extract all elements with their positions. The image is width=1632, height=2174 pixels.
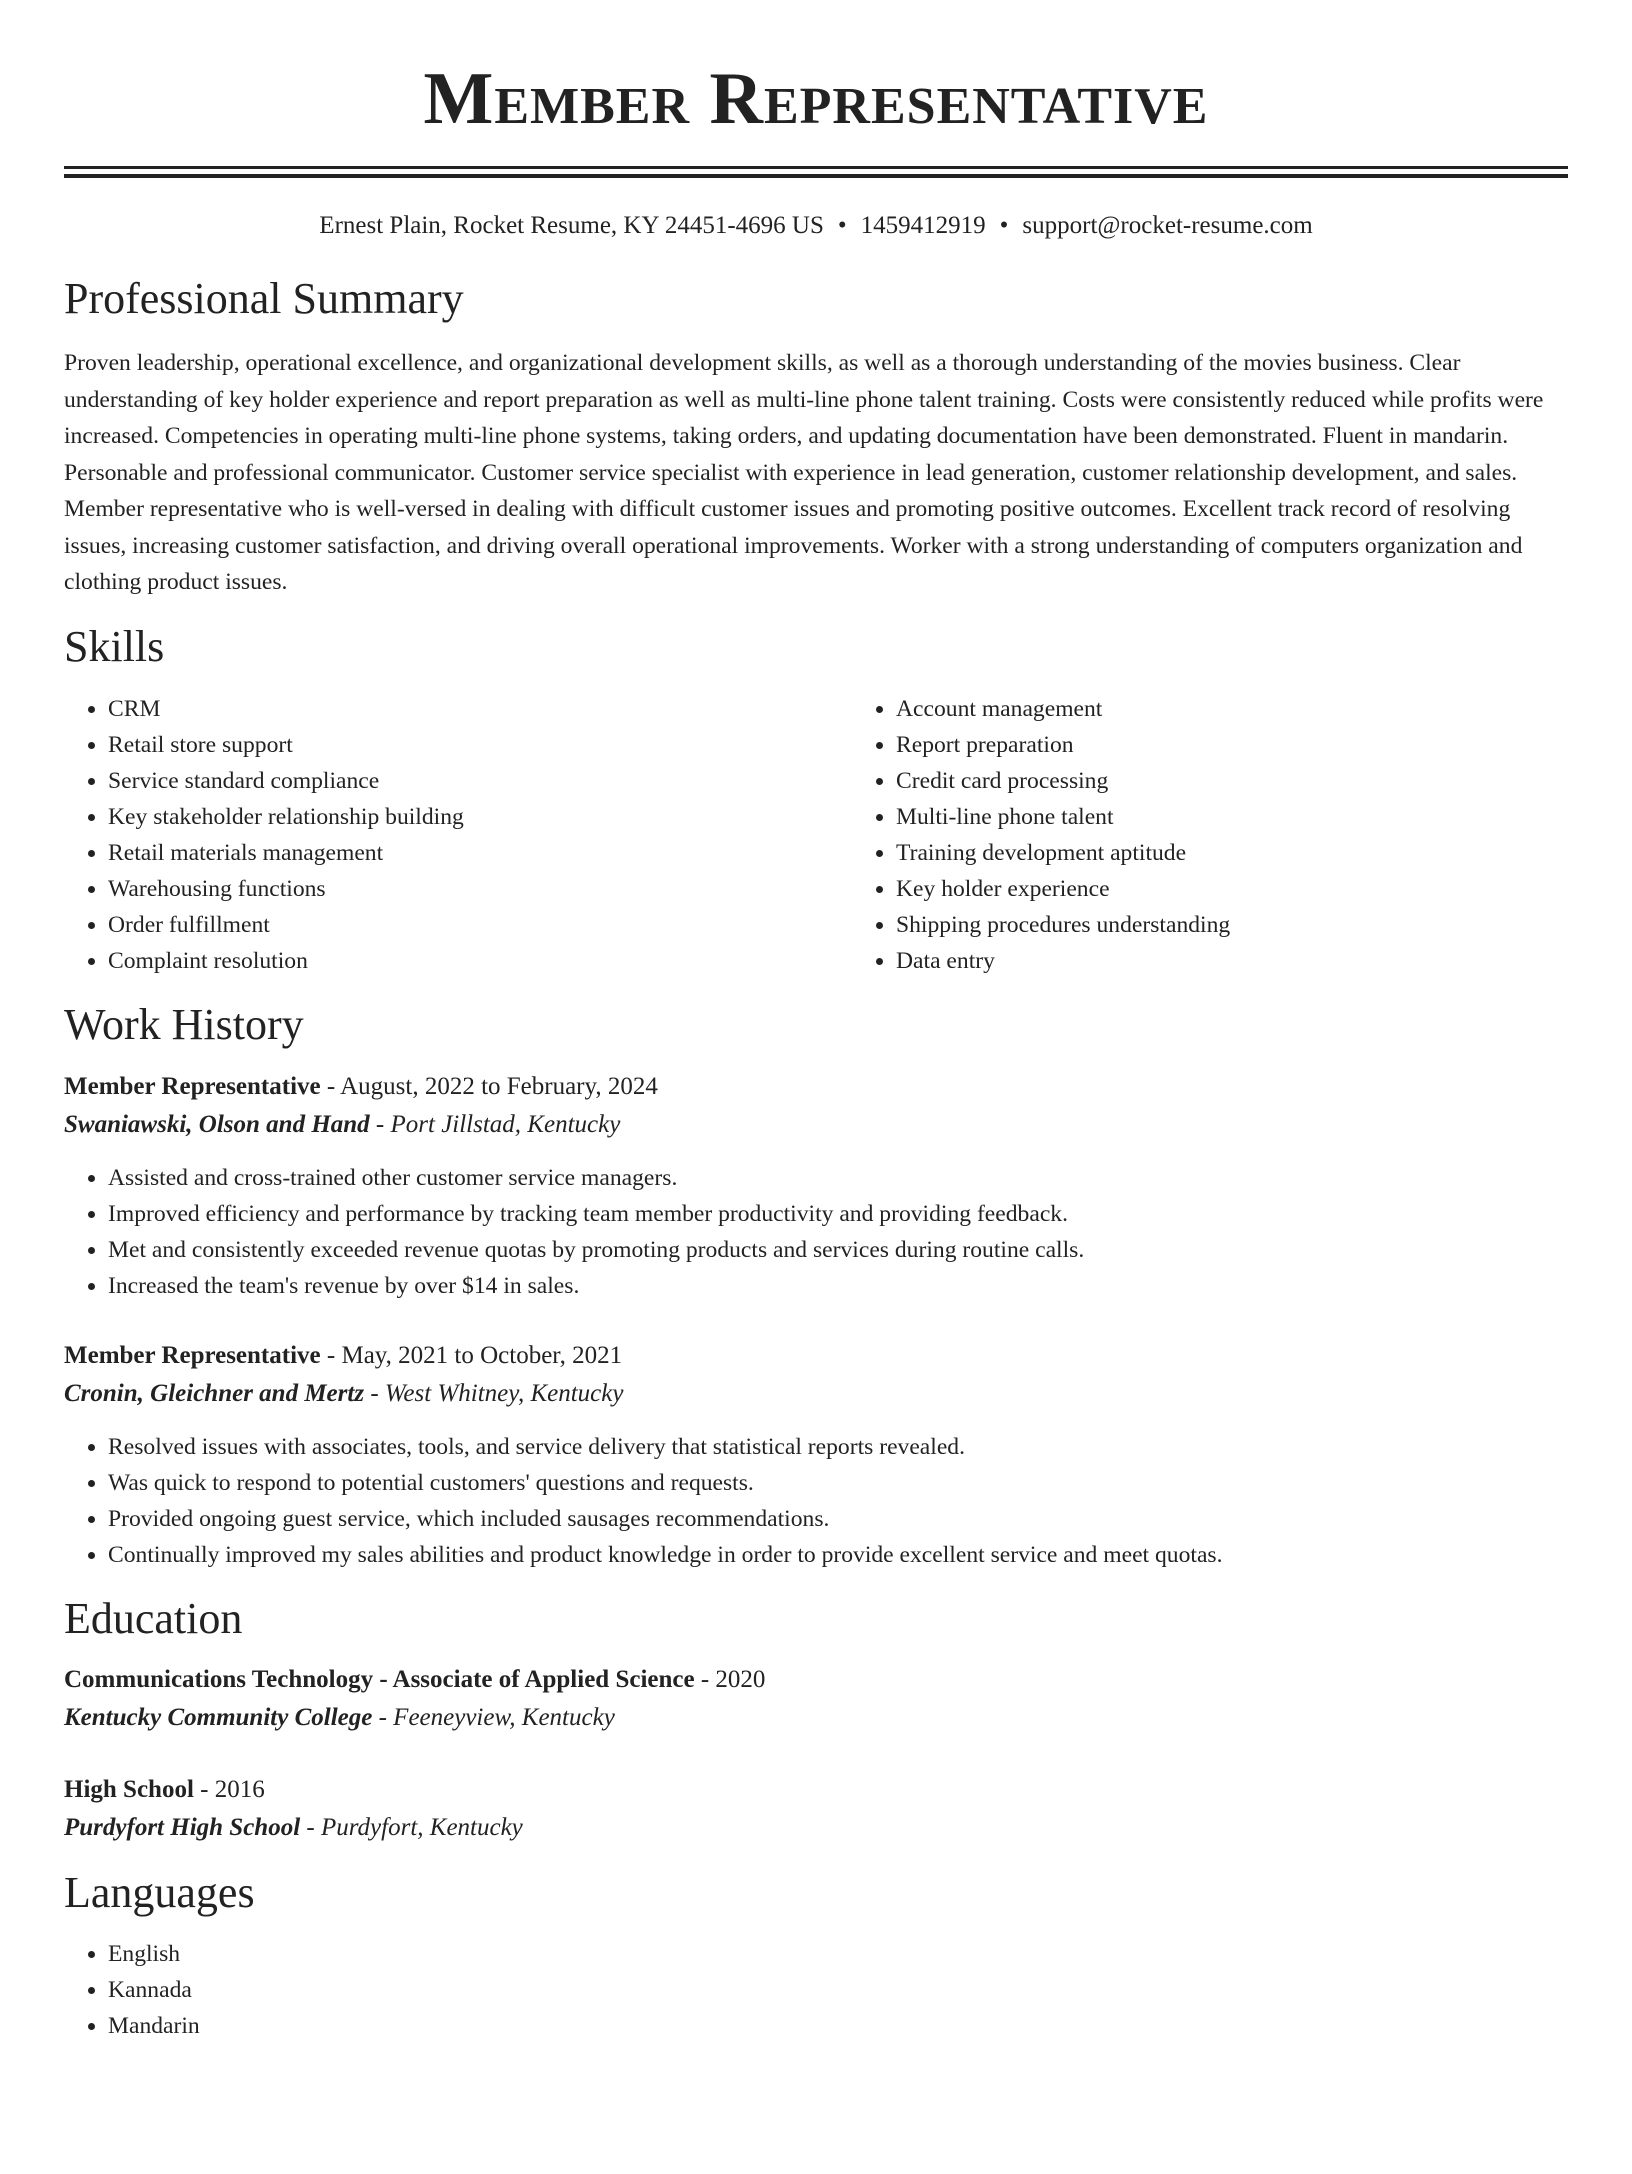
education-location: - Feeneyview, Kentucky: [372, 1703, 615, 1731]
contact-separator: •: [837, 212, 847, 239]
job-duty: • Improved efficiency and performance by tracking team member productivity and providing feedback.: [108, 1196, 1568, 1232]
education-school-line: [64, 1699, 1568, 1737]
education-degree-line: [64, 1771, 1568, 1809]
language-item: • Kannada: [108, 1972, 1568, 2008]
skills-column-left: [64, 691, 852, 979]
summary-heading: Professional Summary: [64, 274, 464, 323]
language-item: • English: [108, 1936, 1568, 1972]
job-title-line: [64, 1337, 1568, 1375]
job-duty: • Increased the team's revenue by over $14 in sales.: [108, 1268, 1568, 1304]
skill-item: • Warehousing functions: [108, 871, 852, 907]
job-duties: [64, 1429, 1568, 1573]
languages-heading: Languages: [64, 1867, 255, 1917]
skill-item: • Account management: [896, 691, 1632, 727]
job-entry: [64, 1337, 1568, 1573]
skill-item: • Credit card processing: [896, 763, 1632, 799]
skill-item: • Training development aptitude: [896, 835, 1632, 871]
languages-list: [64, 1936, 1568, 2044]
job-duties: [64, 1160, 1568, 1304]
skill-item: • Service standard compliance: [108, 763, 852, 799]
contact-address: Ernest Plain, Rocket Resume, KY 24451-4696 US: [319, 212, 824, 239]
education-school: Purdyfort High School: [64, 1813, 301, 1841]
job-duty: • Was quick to respond to potential customers' questions and requests.: [108, 1465, 1568, 1501]
job-duty: • Assisted and cross-trained other customer service managers.: [108, 1160, 1568, 1196]
job-title-line: [64, 1068, 1568, 1106]
job-employer-line: [64, 1375, 1568, 1413]
work-history-heading: Work History: [64, 999, 304, 1049]
education-location: - Purdyfort, Kentucky: [300, 1813, 523, 1841]
education-entry: [64, 1661, 1568, 1737]
skill-item: • Retail materials management: [108, 835, 852, 871]
education-year: - 2020: [694, 1665, 766, 1693]
job-dates: - May, 2021 to October, 2021: [320, 1341, 623, 1369]
skill-item: • Complaint resolution: [108, 943, 852, 979]
skill-item: • Key stakeholder relationship building: [108, 799, 852, 835]
skill-item: • Data entry: [896, 943, 1632, 979]
skill-item: • Key holder experience: [896, 871, 1632, 907]
education-degree-line: [64, 1661, 1568, 1699]
job-duty: • Continually improved my sales abilities and product knowledge in order to provide excellent service and meet quotas.: [108, 1537, 1568, 1573]
job-employer: Swaniawski, Olson and Hand: [64, 1110, 370, 1138]
job-employer-line: [64, 1106, 1568, 1144]
education-entry: [64, 1771, 1568, 1847]
education-degree: Communications Technology - Associate of Applied Science: [64, 1665, 695, 1693]
education-school: Kentucky Community College: [64, 1703, 373, 1731]
skill-item: • Shipping procedures understanding: [896, 907, 1632, 943]
contact-line: [64, 213, 1568, 238]
job-duty: • Resolved issues with associates, tools, and service delivery that statistical reports revealed.: [108, 1429, 1568, 1465]
contact-separator: •: [999, 212, 1009, 239]
job-employer: Cronin, Gleichner and Mertz: [64, 1379, 365, 1407]
skill-item: • CRM: [108, 691, 852, 727]
job-title: Member Representative: [64, 1341, 321, 1369]
skill-item: • Report preparation: [896, 727, 1632, 763]
job-entry: [64, 1068, 1568, 1304]
job-duty: • Met and consistently exceeded revenue quotas by promoting products and services during routine calls.: [108, 1232, 1568, 1268]
job-title: Member Representative: [64, 1072, 321, 1100]
skill-item: • Retail store support: [108, 727, 852, 763]
language-item: • Mandarin: [108, 2008, 1568, 2044]
summary-text: Proven leadership, operational excellence, and organizational development skills, as well as a thorough understanding of the movies business. Clear understanding of key holder experience and report preparation as well as multi-line phone talent training. Costs were consistently reduced while profits were increased. Competencies in operating multi-line phone systems, taking orders, and updating documentation have been demonstrated. Fluent in mandarin. Personable and professional communicator. Customer service specialist with experience in lead generation, customer relationship development, and sales. Member representative who is well-versed in dealing with difficult customer issues and promoting positive outcomes. Excellent track record of resolving issues, increasing customer satisfaction, and driving overall operational improvements. Worker with a strong understanding of computers organization and clothing product issues.: [64, 350, 1544, 595]
skills-list: [64, 691, 1568, 979]
contact-phone: 1459412919: [860, 212, 986, 239]
education-heading: Education: [64, 1593, 243, 1643]
skill-item: • Multi-line phone talent: [896, 799, 1632, 835]
job-location: - West Whitney, Kentucky: [364, 1379, 624, 1407]
job-duty: • Provided ongoing guest service, which included sausages recommendations.: [108, 1501, 1568, 1537]
job-dates: - August, 2022 to February, 2024: [320, 1072, 658, 1100]
skills-column-right: [852, 691, 1632, 979]
job-location: - Port Jillstad, Kentucky: [369, 1110, 621, 1138]
education-year: - 2016: [193, 1775, 265, 1803]
contact-email[interactable]: support@rocket-resume.com: [1022, 212, 1313, 239]
resume-name: Member Representative: [423, 58, 1209, 140]
education-school-line: [64, 1809, 1568, 1847]
education-degree: High School: [64, 1775, 194, 1803]
header-divider: [64, 166, 1568, 178]
skill-item: • Order fulfillment: [108, 907, 852, 943]
skills-heading: Skills: [64, 621, 165, 671]
